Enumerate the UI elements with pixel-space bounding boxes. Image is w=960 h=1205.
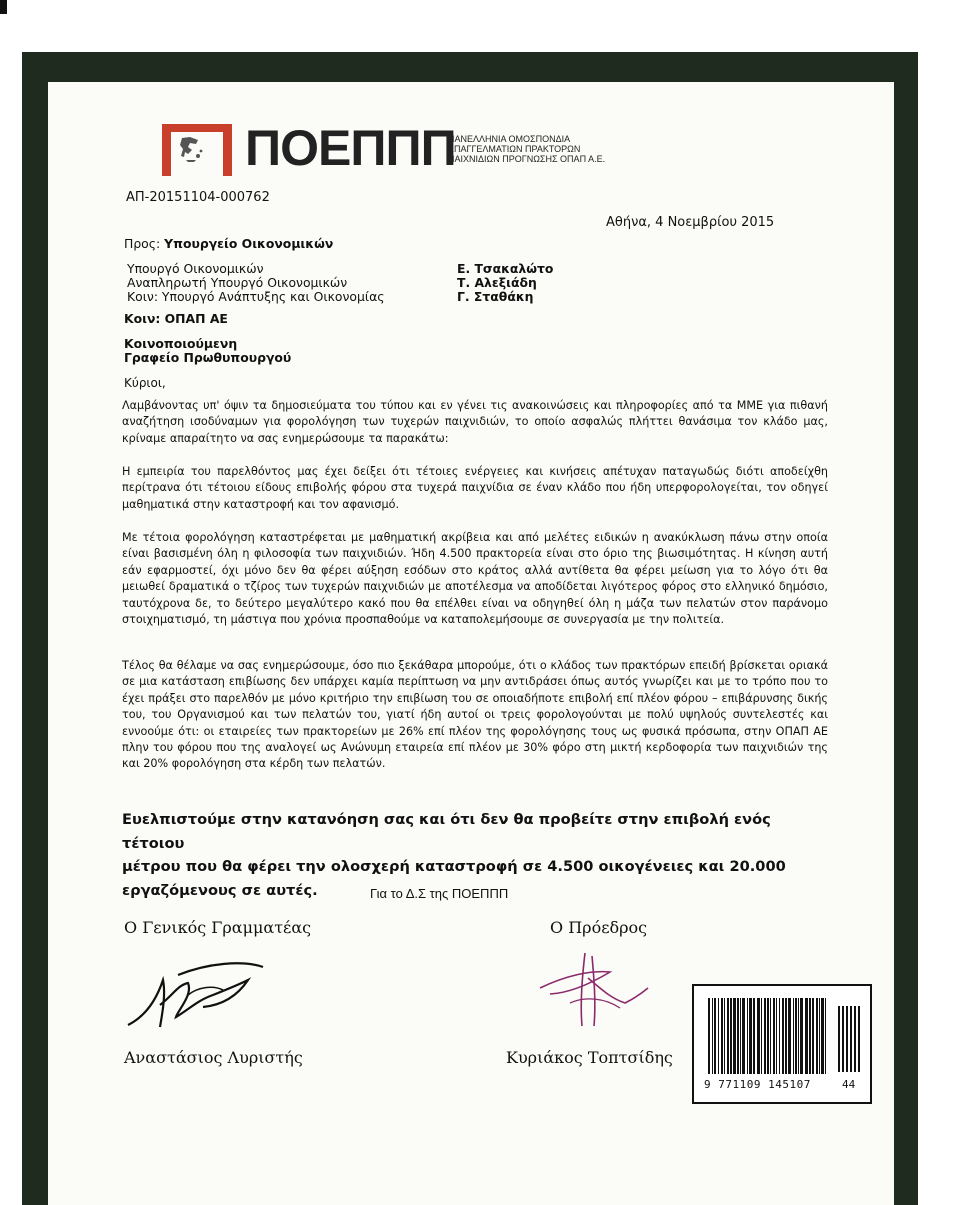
barcode-bar <box>747 998 748 1074</box>
barcode-bar <box>819 998 820 1074</box>
barcode-bar <box>742 998 745 1074</box>
paragraph-3: Με τέτοια φορολόγηση καταστρέφεται με μαθηματική ακρίβεια και από μελέτες ειδικών η ανακύκλωση πάνω στην οποία είναι βασισμένη όλη η φιλοσοφία των παιχνιδιών. Ήδη 4.500 πρακτορεία είναι στο όριο της βιωσιμότητας. Η κίνηση αυτή εάν εφαρμοστεί, όχι μόνο δεν θα φέρει αύξηση εσόδων στο κράτος αλλά αντίθετα θα φέρει μείωση για το λόγο ότι θα μειωθεί δραματικά ο τζίρος των τυχερών παιχνιδιών με αποτέλεσμα να αποδίδεται λιγότερος φόρος στο ελληνικό δημόσιο, ταυτόχρονα δε, το δεύτερο μεγαλύτερο κακό που θα επέλθει είναι να οδηγηθεί όλη η μάζα των πελατών στον παράνομο στοιχηματισμό, τη μάστιγα που χρόνια προσπαθούμε να καταπολεμήσουμε σε συνεργασία με την πολιτεία. <box>122 531 828 627</box>
barcode-bar <box>767 998 769 1074</box>
barcode-bar <box>753 998 755 1074</box>
barcode-bar <box>798 998 799 1074</box>
paragraph-2: Η εμπειρία του παρελθόντος μας έχει δείξει ότι τέτοιες ενέργειες και κινήσεις απέτυχαν παταγωδώς διότι αποδείχθη περίτρανα ότι τέτοιου είδους επιβολής φόρου στα τυχερά παιχνίδια σε έναν κλάδο που ήδη υπερφορολογείται, τον οδηγεί μαθηματικά στην καταστροφή και τον αφανισμό. <box>122 465 828 511</box>
barcode-bar <box>764 998 766 1074</box>
signoff: Για το Δ.Σ της ΠΟΕΠΠΠ <box>370 886 509 901</box>
scan-mark <box>0 0 7 14</box>
barcode-bar <box>776 998 777 1074</box>
left-signatory-title: Ο Γενικός Γραμματέας <box>124 918 312 937</box>
date-line: Αθήνα, 4 Νοεμβρίου 2015 <box>606 215 775 230</box>
barcode-bar <box>708 998 710 1074</box>
closing-statement: Ευελπιστούμε στην κατανόηση σας και ότι δεν θα προβείτε στην επιβολή ενός τέτοιου μέτρου που θα φέρει την ολοσχερή καταστροφή σε 4.500 οικογένειες και 20.000 εργαζόμενους σε αυτές. <box>122 811 786 899</box>
barcode-bar <box>757 998 760 1074</box>
barcode-bar <box>721 998 723 1074</box>
barcode-addon-bar <box>858 1006 860 1072</box>
brand-subtitle: ΠΑΝΕΛΛΗΝΙΑ ΟΜΟΣΠΟΝΔΙΑ ΕΠΑΓΓΕΛΜΑΤΙΩΝ ΠΡΑΚΤΟΡΩΝ ΠΑΙΧΝΙΔΙΩΝ ΠΡΟΓΝΩΣΗΣ ΟΠΑΠ Α.Ε. <box>448 134 606 164</box>
greece-map-icon <box>176 134 206 164</box>
barcode-bar <box>770 998 771 1074</box>
barcode-bar <box>740 998 741 1074</box>
recipient-roles: Υπουργό Οικονομικών Αναπληρωτή Υπουργό Οικονομικών Κοιν: Υπουργό Ανάπτυξης και Οικονομίας <box>127 261 385 304</box>
barcode-bar <box>788 998 791 1074</box>
barcode-bar <box>714 998 716 1074</box>
paragraph-1: Λαμβάνοντας υπ' όψιν τα δημοσιεύματα του τύπου και εν γένει τις ανακοινώσεις και πληροφορίες από τα ΜΜΕ για πιθανή αναζήτηση ισοδύναμων για φορολόγηση των τυχερών παιχνιδιών, το οποίο ασφαλώς πλήττει θανάσιμα τον κλάδο μας, κρίναμε απαραίτητο να σας ενημερώσουμε τα παρακάτω: <box>122 399 828 445</box>
federation-logo <box>162 124 232 176</box>
recipient-to: Προς: Υπουργείο Οικονομικών <box>124 236 334 251</box>
barcode-bar <box>785 998 787 1074</box>
barcode-bar <box>761 998 762 1074</box>
salutation: Κύριοι, <box>124 376 166 390</box>
barcode-bar <box>727 998 729 1074</box>
cc-line: Κοιν: ΟΠΑΠ ΑΕ <box>124 311 228 326</box>
barcode-bar <box>805 998 808 1074</box>
barcode-bar <box>730 998 732 1074</box>
barcode-addon-digits: 44 <box>842 1078 856 1091</box>
barcode-bar <box>749 998 752 1074</box>
right-signatory-title: Ο Πρόεδρος <box>550 918 648 937</box>
barcode-bar <box>782 998 784 1074</box>
barcode-bar <box>737 998 739 1074</box>
protocol-number: ΑΠ-20151104-000762 <box>126 190 270 205</box>
barcode-bar <box>816 998 818 1074</box>
barcode-addon-bar <box>846 1006 848 1072</box>
barcode-bar <box>733 998 736 1074</box>
barcode-bar <box>712 998 713 1074</box>
barcode <box>692 984 872 1104</box>
barcode-bar <box>795 998 797 1074</box>
left-signatory-name: Αναστάσιος Λυριστής <box>124 1048 303 1067</box>
barcode-bar <box>718 998 719 1074</box>
barcode-addon-bar <box>842 1006 844 1072</box>
brand-name: ΠΟΕΠΠΠ <box>245 120 456 176</box>
left-signature <box>118 955 278 1035</box>
right-signatory-name: Κυριάκος Τοπτσίδης <box>506 1048 673 1067</box>
barcode-bar <box>821 998 824 1074</box>
barcode-bar <box>793 998 794 1074</box>
barcode-bar <box>779 998 780 1074</box>
barcode-bar <box>809 998 811 1074</box>
recipient-names: Ε. Τσακαλώτο Τ. Αλεξιάδη Γ. Σταθάκη <box>457 261 554 304</box>
barcode-bar <box>812 998 814 1074</box>
barcode-addon-bar <box>838 1006 840 1072</box>
barcode-addon-bar <box>854 1006 856 1072</box>
right-signature <box>530 948 660 1028</box>
barcode-digits: 9 771109 145107 <box>704 1078 811 1091</box>
barcode-addon-bar <box>850 1006 852 1072</box>
barcode-bar <box>825 998 826 1074</box>
notified-block: Κοινοποιούμενη Γραφείο Πρωθυπουργού <box>124 336 292 365</box>
barcode-bar <box>724 998 725 1074</box>
paragraph-4: Τέλος θα θέλαμε να σας ενημερώσουμε, όσο πιο ξεκάθαρα μπορούμε, ότι ο κλάδος των πρακτόρων επειδή βρίσκεται οριακά σε μια κατάσταση επιβίωσης δεν υπάρχει καμία περίπτωση να μην αντιδράσει όπως αυτός γνωρίζει και με το τρόπο που το έχει πράξει στο παρελθόν με μόνο κριτήριο την επιβίωση του σε οποιαδήποτε επιβολή επί πλέον φόρου – επιβάρυνσης δικής του, του Οργανισμού και των πελατών του, γιατί ήδη αυτοί οι τρεις φορολογούνται με πολύ υψηλούς συντελεστές και εννοούμε ότι: οι εταιρείες των πρακτορείων με 26% επί πλέον της φορολόγησης τους ως φυσικά πρόσωπα, στην ΟΠΑΠ ΑΕ πλην του φόρου που της αναλογεί ως Ανώνυμη εταιρεία επί πλέον με 30% φόρο στη μικτή κερδοφορία των παιχνιδιών της και 20% φορολόγηση στα κέρδη των πελατών. <box>122 659 828 771</box>
barcode-bar <box>773 998 775 1074</box>
barcode-bar <box>800 998 803 1074</box>
